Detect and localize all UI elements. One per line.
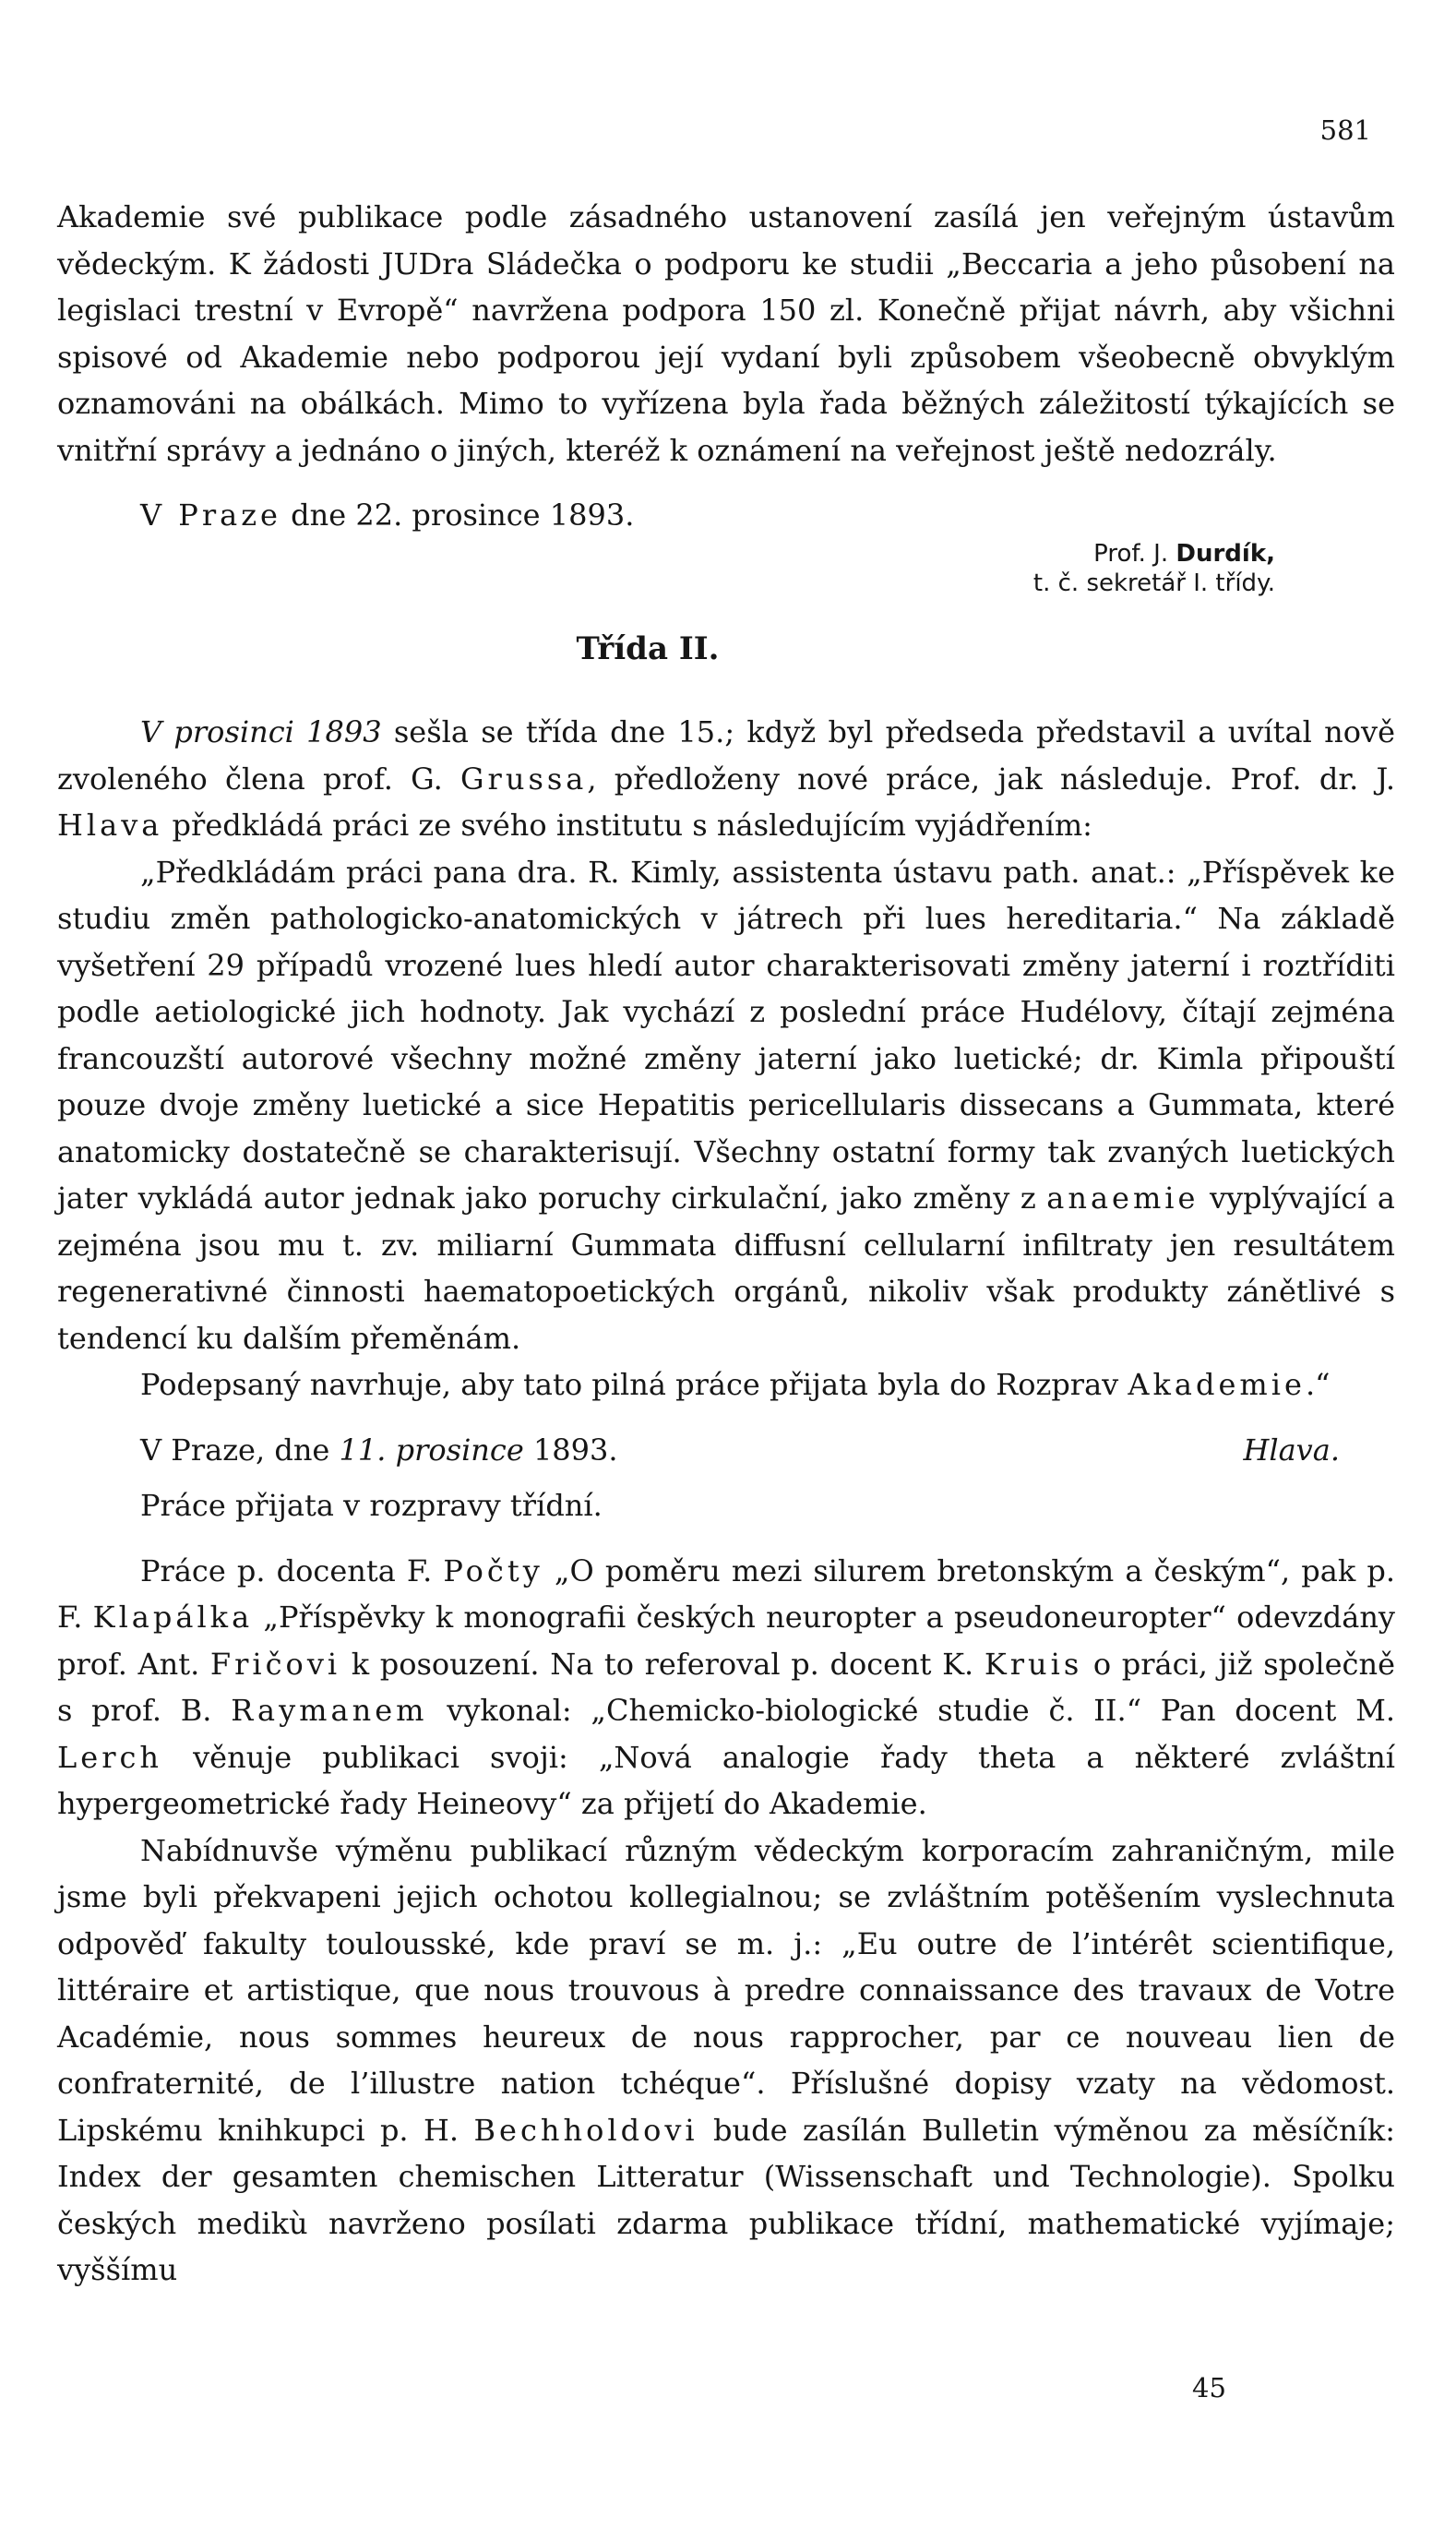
secretary-title: t. č. sekretář I. třídy. bbox=[1032, 569, 1275, 597]
report-signature: Hlava. bbox=[1243, 1432, 1340, 1468]
section-title: Třída II. bbox=[576, 629, 720, 667]
page-number-top: 581 bbox=[1319, 114, 1371, 146]
report-dateline: V Praze, dne 11. prosince 1893. Hlava. bbox=[57, 1427, 1395, 1474]
page-body bbox=[57, 194, 1395, 2294]
secretary-signature: Prof. J. Durdík, t. č. sekretář I. třídy. bbox=[57, 539, 1395, 598]
works-paragraph: Práce p. docenta F. Počty „O poměru mezi silurem bretonským a českým“, pak p. F. Klapálka „Příspěvky k monografii českých neuropter a pseudoneuropter“ odevzdány prof. Ant. Fričovi k posouzení. Na to referoval p. docent K. Kruis o práci, již společně s prof. B. Raymanem vykonal: „Chemicko-biologické studie č. II.“ Pan docent M. Lerch věnuje publikaci svoji: „Nová analogie řady theta a některé zvláštní hypergeometrické řady Heineovy“ za přijetí do Akademie. bbox=[57, 1552, 1396, 1821]
class-one-paragraph: Akademie své publikace podle zásadného ustanovení zasílá jen veřejným ústavům vědeckým. K žádosti JUDra Sládečka o podporu ke studii „Beccaria a jeho působení na legislaci trestní v Evropě“ navržena podpora 150 zl. Konečně přijat návrh, aby všichni spisové od Akademie nebo podporou její vydaní byli způsobem všeobecně obvyklým oznamováni na obálkách. Mimo to vyřízena byla řada běžných záležitostí týkajících se vnitřní správy a jednáno o jiných, kteréž k oznámení na veřejnost ještě nedozrály. bbox=[57, 199, 1395, 468]
place-name: V Praze bbox=[140, 497, 281, 533]
class-two-intro: V prosinci 1893 sešla se třída dne 15.; když byl předseda představil a uvítal nově zvoleného člena prof. G. Grussa, předloženy nové práce, jak následuje. Prof. dr. J. Hlava předkládá práci ze svého institutu s následujícím vyjádřením: bbox=[57, 714, 1396, 843]
page-number-bottom: 45 bbox=[1192, 2372, 1226, 2403]
class-one-dateline: V Praze dne 22. prosince 1893. bbox=[140, 497, 635, 533]
report-proposal: Podepsaný navrhuje, aby tato pilná práce přijata byla do Rozprav Akademie.“ bbox=[140, 1367, 1331, 1402]
exchange-paragraph: Nabídnuvše výměnu publikací různým vědeckým korporacím zahraničným, mile jsme byli překvapeni jejich ochotou kollegialnou; se zvláštním potěšením vyslechnuta odpověď fakulty toulousské, kde praví se m. j.: „Eu outre de l’intérêt scientifique, littéraire et artistique, que nous trouvous à predre connaissance des travaux de Votre Académie, nous sommes heureux de nous rapprocher, par ce nouveau lien de confraternité, de l’illustre nation tchéque“. Příslušné dopisy vzaty na vědomost. Lipskému knihkupci p. H. Bechholdovi bude zasílán Bulletin výměnou za měsíčník: Index der gesamten chemischen Litteratur (Wissenschaft und Technologie). Spolku českých medikù navrženo posílati zdarma publikace třídní, mathematické vyjímaje; vyššímu bbox=[57, 1832, 1396, 2287]
accepted-note: Práce přijata v rozpravy třídní. bbox=[140, 1488, 603, 1523]
report-quote: „Předkládám práci pana dra. R. Kimly, assistenta ústavu path. anat.: „Příspěvek ke studiu změn pathologicko-anatomických v játrech při lues hereditaria.“ Na základě vyšetření 29 případů vrozené lues hledí autor charakterisovati změny jaterní i roztříditi podle aetiologické jich hodnoty. Jak vychází z poslední práce Hudélovy, čítají zejména francouzští autorové všechny možné změny jaterní jako luetické; dr. Kimla připouští pouze dvoje změny luetické a sice Hepatitis pericellularis dissecans a Gummata, které anatomicky dostatečně se charakterisují. Všechny ostatní formy tak zvaných luetických jater vykládá autor jednak jako poruchy cirkulační, jako změny z anaemie vyplývající a zejména jsou mu t. zv. miliarní Gummata diffusní cellularní infiltraty jen resultátem regenerativné činnosti haematopoetických orgánů, nikoliv však produkty zánětlivé s tendencí ku dalším přeměnám. bbox=[57, 854, 1396, 1356]
